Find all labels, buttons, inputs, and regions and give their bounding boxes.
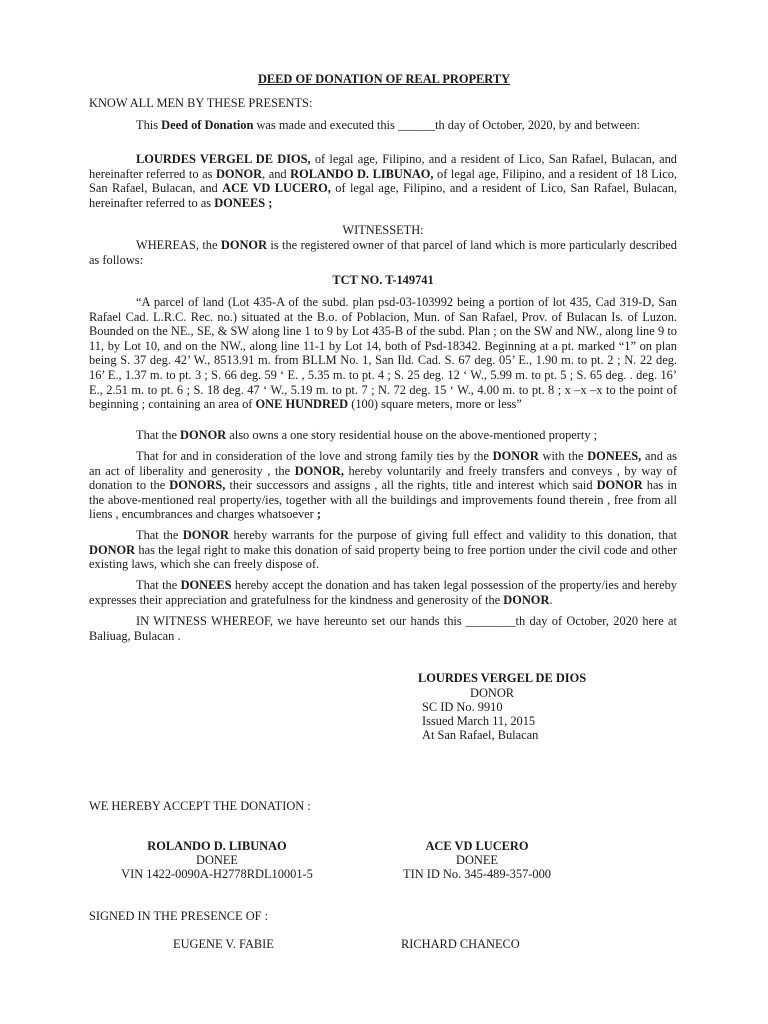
parties-paragraph: LOURDES VERGEL DE DIOS, of legal age, Filipino, and a resident of Lico, San Rafael, Bulacan, and hereinafter referred to as DONOR, and ROLANDO D. LIBUNAO, of legal age, Filipino, and a resident of 18 Lico, San Rafael, Bulacan, and ACE VD LUCERO, of legal age, Filipino, and a resident of Lico, San Rafael, Bulacan, hereinafter referred to as DONEES ; <box>89 152 677 210</box>
donee2-id: TIN ID No. 345-489-357-000 <box>403 867 551 881</box>
witness-2-name: RICHARD CHANECO <box>401 937 520 951</box>
donor-role: DONOR <box>470 686 515 700</box>
intro-paragraph: This Deed of Donation was made and executed this ______th day of October, 2020, by and between: <box>136 118 640 132</box>
donee1-role: DONEE <box>196 853 238 867</box>
consideration-paragraph: That for and in consideration of the love and strong family ties by the DONOR with the DONEES, and as an act of liberality and generosity , the DONOR, hereby voluntarily and freely transfers and conveys , by way of donation to the DONORS, their successors and assigns , all the rights, title and interest which said DONOR has in the above-mentioned real property/ies, together with all the buildings and improvements found therein , free from all liens , encumbrances and charges whatsoever ; <box>89 449 677 522</box>
donee1-name: ROLANDO D. LIBUNAO <box>147 839 287 853</box>
donor-name: LOURDES VERGEL DE DIOS <box>418 671 587 685</box>
witnesseth-heading: WITNESSETH: <box>342 223 424 237</box>
witness-1-name: EUGENE V. FABIE <box>173 937 274 951</box>
donor-id-issued: Issued March 11, 2015 <box>422 714 536 728</box>
donee2-role: DONEE <box>456 853 498 867</box>
whereas-paragraph: WHEREAS, the DONOR is the registered owner of that parcel of land which is more particularly described as follows: <box>89 238 677 267</box>
donee1-id: VIN 1422-0090A-H2778RDL10001-5 <box>121 867 313 881</box>
witness-whereof-paragraph: IN WITNESS WHEREOF, we have hereunto set our hands this ________th day of October, 2020 here at Baliuag, Bulacan . <box>89 614 677 643</box>
acceptance-paragraph: That the DONEES hereby accept the donation and has taken legal possession of the property/ies and hereby expresses their appreciation and gratefulness for the kindness and generosity of the DONOR. <box>89 578 677 607</box>
presence-heading: SIGNED IN THE PRESENCE OF : <box>89 909 269 923</box>
donor-id: SC ID No. 9910 <box>422 700 503 714</box>
salutation: KNOW ALL MEN BY THESE PRESENTS: <box>89 96 313 110</box>
document-title: DEED OF DONATION OF REAL PROPERTY <box>257 72 511 86</box>
land-description: “A parcel of land (Lot 435-A of the subd. plan psd-03-103992 being a portion of lot 435, Cad 319-D, San Rafael Cad. L.R.C. Rec. no.) situated at the B.o. of Poblacion, Mun. of San Rafael, Prov. of Bulacan Is. of Luzon. Bounded on the NE., SE, & SW along line 1 to 9 by Lot 435-B of the subd. Plan ; on the SW and NW., along line 9 to 11, by Lot 10, and on the NW., along line 11-1 by Lot 14, both of Psd-18342. Beginning at a pt. marked “1” on plan being S. 37 deg. 42’ W., 8513.91 m. from BLLM No. 1, San Ild. Cad. S. 67 deg. 05’ E., 1.90 m. to pt. 2 ; N. 22 deg. 16’ E., 1.37 m. to pt. 3 ; S. 66 deg. 59 ‘ E. , 5.35 m. to pt. 4 ; S. 25 deg. 12 ‘ W., 5.99 m. to pt. 5 ; S. 65 deg. . deg. 16’ E., 2.51 m. to pt. 6 ; S. 18 deg. 47 ‘ W., 5.19 m. to pt. 7 ; N. 72 deg. 15 ‘ W., 4.00 m. to pt. 8 ; x –x –x to the point of beginning ; containing an area of ONE HUNDRED (100) square meters, more or less” <box>89 295 677 412</box>
acceptance-heading: WE HEREBY ACCEPT THE DONATION : <box>89 799 311 813</box>
tct-number: TCT NO. T-149741 <box>332 273 434 287</box>
house-paragraph: That the DONOR also owns a one story residential house on the above-mentioned property ; <box>136 428 598 442</box>
warrants-paragraph: That the DONOR hereby warrants for the purpose of giving full effect and validity to this donation, that DONOR has the legal right to make this donation of said property being to free portion under the civil code and other existing laws, which she can freely dispose of. <box>89 528 677 572</box>
donee2-name: ACE VD LUCERO <box>425 839 529 853</box>
donor-id-place: At San Rafael, Bulacan <box>422 728 539 742</box>
